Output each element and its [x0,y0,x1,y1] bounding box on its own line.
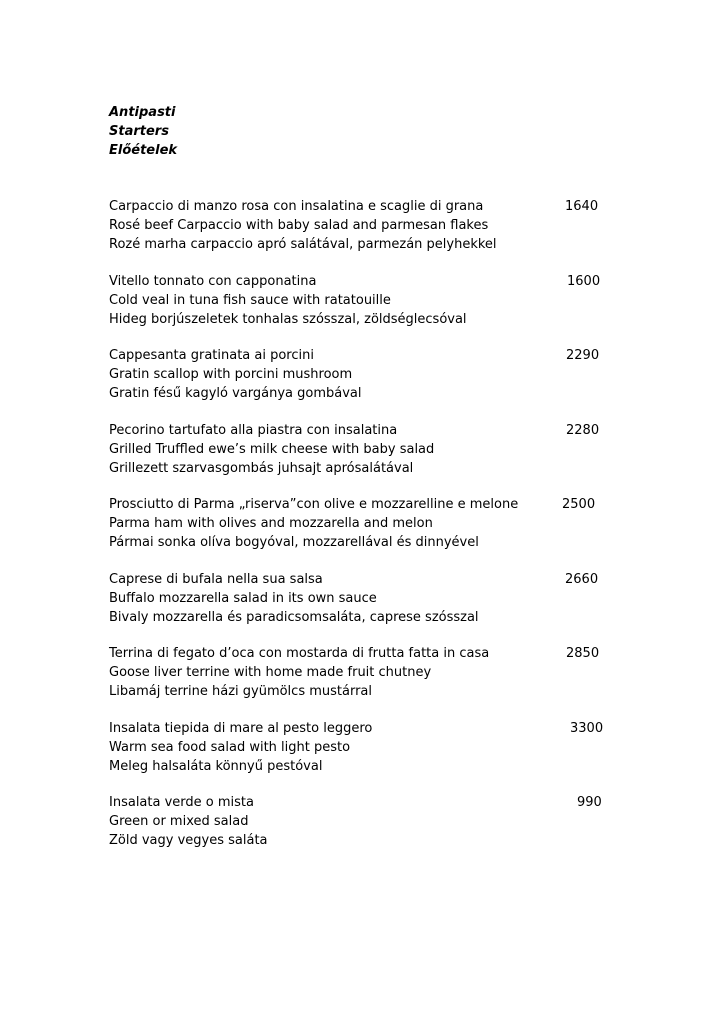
dish-price: 2280 [566,423,600,438]
dish-name-italian: Insalata tiepida di mare al pesto leggero [109,721,373,736]
dish-name-hungarian: Grillezett szarvasgombás juhsajt aprósalátával [109,461,414,476]
dish-name-italian: Prosciutto di Parma „riserva”con olive e mozzarelline e melone [109,497,519,512]
dish-name-italian: Cappesanta gratinata ai porcini [109,348,314,363]
dish-price: 2290 [566,348,600,363]
menu-item [109,346,609,403]
dish-name-english: Goose liver terrine with home made fruit chutney [109,665,432,680]
menu-item [109,793,609,850]
dish-name-hungarian: Meleg halsaláta könnyű pestóval [109,759,323,774]
dish-name-hungarian: Pármai sonka olíva bogyóval, mozzarellával és dinnyével [109,535,479,550]
dish-name-hungarian: Zöld vagy vegyes saláta [109,833,268,848]
dish-name-italian: Carpaccio di manzo rosa con insalatina e scaglie di grana [109,199,484,214]
dish-name-italian: Insalata verde o mista [109,795,254,810]
dish-price: 990 [577,795,602,810]
menu-item [109,272,609,329]
dish-name-english: Parma ham with olives and mozzarella and melon [109,516,433,531]
dish-price: 1600 [567,274,601,289]
dish-name-english: Warm sea food salad with light pesto [109,740,351,755]
dish-name-italian: Caprese di bufala nella sua salsa [109,572,323,587]
dish-name-italian: Pecorino tartufato alla piastra con insalatina [109,423,398,438]
menu-item [109,719,609,776]
dish-name-italian: Vitello tonnato con capponatina [109,274,317,289]
dish-name-english: Grilled Truffled ewe’s milk cheese with baby salad [109,442,435,457]
dish-name-english: Buffalo mozzarella salad in its own sauce [109,591,377,606]
dish-price: 2500 [562,497,596,512]
menu-item [109,197,609,254]
dish-name-english: Rosé beef Carpaccio with baby salad and parmesan flakes [109,218,489,233]
dish-name-english: Cold veal in tuna fish sauce with ratatouille [109,293,391,308]
dish-price: 2660 [565,572,599,587]
dish-name-english: Green or mixed salad [109,814,249,829]
menu-item [109,644,609,701]
section-title-italian: Antipasti [109,105,176,120]
dish-name-hungarian: Libamáj terrine házi gyümölcs mustárral [109,684,373,699]
section-title-english: Starters [109,124,169,139]
dish-name-hungarian: Hideg borjúszeletek tonhalas szósszal, zöldséglecsóval [109,312,467,327]
menu-item [109,421,609,478]
dish-name-hungarian: Rozé marha carpaccio apró salátával, parmezán pelyhekkel [109,237,497,252]
dish-name-italian: Terrina di fegato d’oca con mostarda di frutta fatta in casa [109,646,490,661]
dish-price: 2850 [566,646,600,661]
menu-item [109,495,609,552]
dish-price: 1640 [565,199,599,214]
dish-name-hungarian: Gratin fésű kagyló vargánya gombával [109,386,362,401]
dish-name-hungarian: Bivaly mozzarella és paradicsomsaláta, caprese szósszal [109,610,479,625]
section-heading [109,103,177,160]
section-title-hungarian: Előételek [109,143,178,158]
dish-price: 3300 [570,721,604,736]
menu-item [109,570,609,627]
dish-name-english: Gratin scallop with porcini mushroom [109,367,353,382]
